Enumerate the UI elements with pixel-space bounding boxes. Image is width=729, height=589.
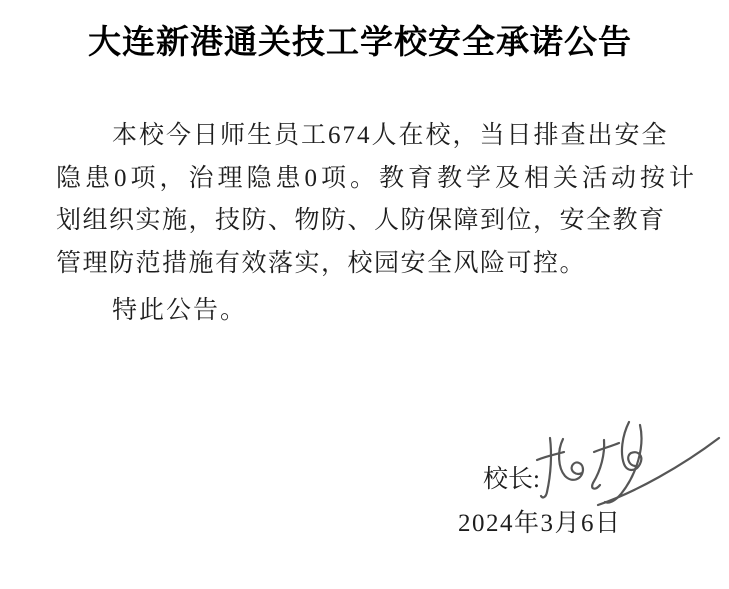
body-line-4: 管理防范措施有效落实，校园安全风险可控。 <box>56 250 587 277</box>
signature-strokes <box>537 422 719 505</box>
document-date: 2024年3月6日 <box>458 510 622 537</box>
document-title: 大连新港通关技工学校安全承诺公告 <box>88 23 632 60</box>
closing-statement: 特此公告。 <box>112 297 248 324</box>
principal-signature-label: 校长: <box>483 466 540 493</box>
principal-handwritten-signature <box>532 412 727 517</box>
body-line-2: 隐患0项，治理隐患0项。教育教学及相关活动按计 <box>56 165 699 192</box>
body-line-3: 划组织实施，技防、物防、人防保障到位，安全教育 <box>56 207 666 234</box>
body-line-1: 本校今日师生员工674人在校，当日排查出安全 <box>112 122 669 149</box>
